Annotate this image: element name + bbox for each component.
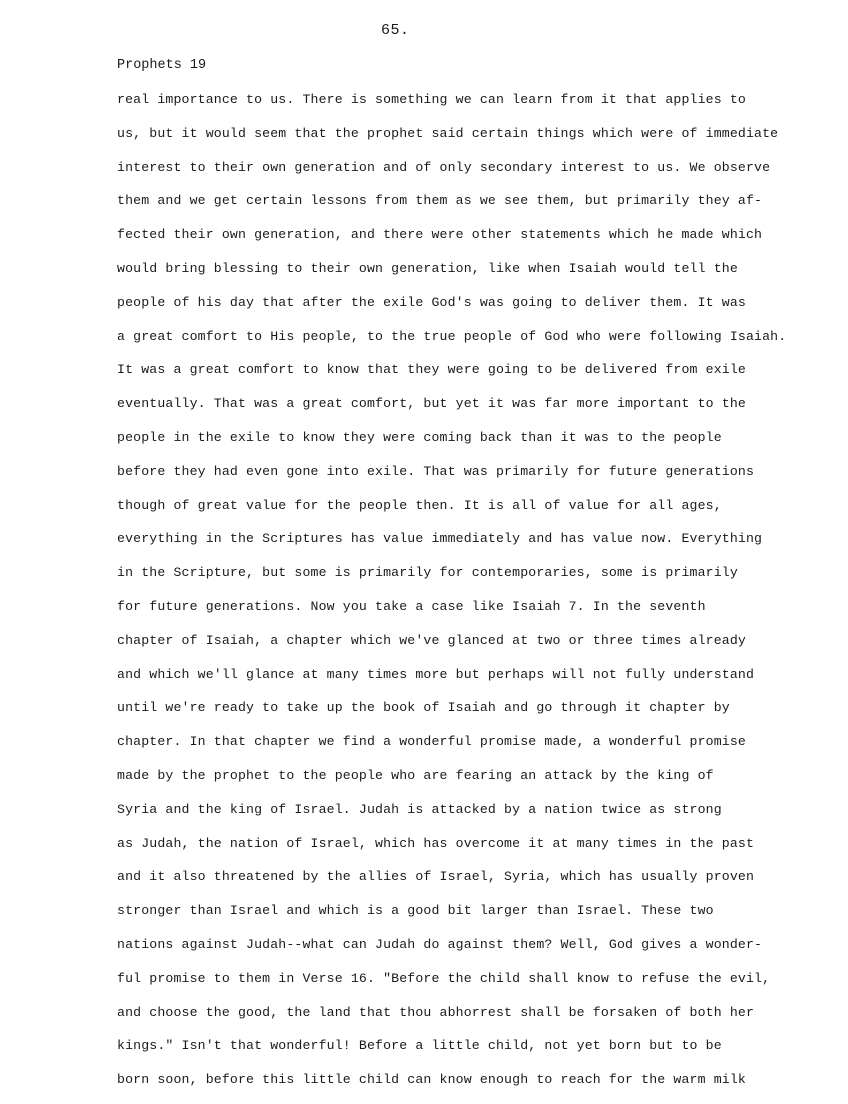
text-line: people of his day that after the exile God's was going to deliver them. It was (117, 294, 746, 310)
text-line: real importance to us. There is something we can learn from it that applies to (117, 92, 746, 107)
text-line: eventually. That was a great comfort, but yet it was far more important to the (117, 396, 746, 412)
text-line: and choose the good, the land that thou abhorrest shall be forsaken of both her (117, 1004, 755, 1020)
text-line: Syria and the king of Israel. Judah is attacked by a nation twice as strong (117, 801, 722, 817)
text-line: nations against Judah--what can Judah do against them? Well, God gives a wonder- (117, 936, 763, 952)
text-line: It was a great comfort to know that they were going to be delivered from exile (117, 362, 746, 378)
text-line: would bring blessing to their own generation, like when Isaiah would tell the (117, 260, 738, 276)
section-heading: Prophets 19 (117, 58, 207, 73)
text-line: in the Scripture, but some is primarily for contemporaries, some is primarily (117, 565, 738, 581)
text-line: stronger than Israel and which is a good bit larger than Israel. These two (117, 903, 714, 919)
text-line: and which we'll glance at many times more but perhaps will not fully understand (117, 666, 755, 682)
text-line: interest to their own generation and of only secondary interest to us. We observe (117, 159, 771, 175)
text-line: us, but it would seem that the prophet said certain things which were of immediate (117, 125, 779, 141)
text-line: kings." Isn't that wonderful! Before a little child, not yet born but to be (117, 1038, 722, 1054)
page-number: 65. (381, 22, 410, 39)
text-line: though of great value for the people then. It is all of value for all ages, (117, 497, 722, 513)
text-line: ful promise to them in Verse 16. "Before the child shall know to refuse the evil, (117, 970, 771, 986)
text-line: people in the exile to know they were coming back than it was to the people (117, 429, 722, 445)
text-line: for future generations. Now you take a case like Isaiah 7. In the seventh (117, 598, 706, 614)
body-text (117, 88, 817, 1102)
text-line: them and we get certain lessons from them as we see them, but primarily they af- (117, 193, 763, 209)
text-line: made by the prophet to the people who are fearing an attack by the king of (117, 767, 714, 783)
text-line: chapter. In that chapter we find a wonderful promise made, a wonderful promise (117, 734, 746, 750)
text-line: chapter of Isaiah, a chapter which we've glanced at two or three times already (117, 632, 746, 648)
text-line: everything in the Scriptures has value immediately and has value now. Everything (117, 531, 763, 547)
text-line: a great comfort to His people, to the true people of God who were following Isaiah. (117, 328, 787, 344)
text-line: fected their own generation, and there were other statements which he made which (117, 227, 763, 243)
text-line: born soon, before this little child can know enough to reach for the warm milk (117, 1072, 746, 1088)
text-line: as Judah, the nation of Israel, which has overcome it at many times in the past (117, 835, 755, 851)
text-line: before they had even gone into exile. That was primarily for future generations (117, 463, 755, 479)
text-line: and it also threatened by the allies of Israel, Syria, which has usually proven (117, 869, 755, 885)
text-line: until we're ready to take up the book of Isaiah and go through it chapter by (117, 700, 730, 716)
